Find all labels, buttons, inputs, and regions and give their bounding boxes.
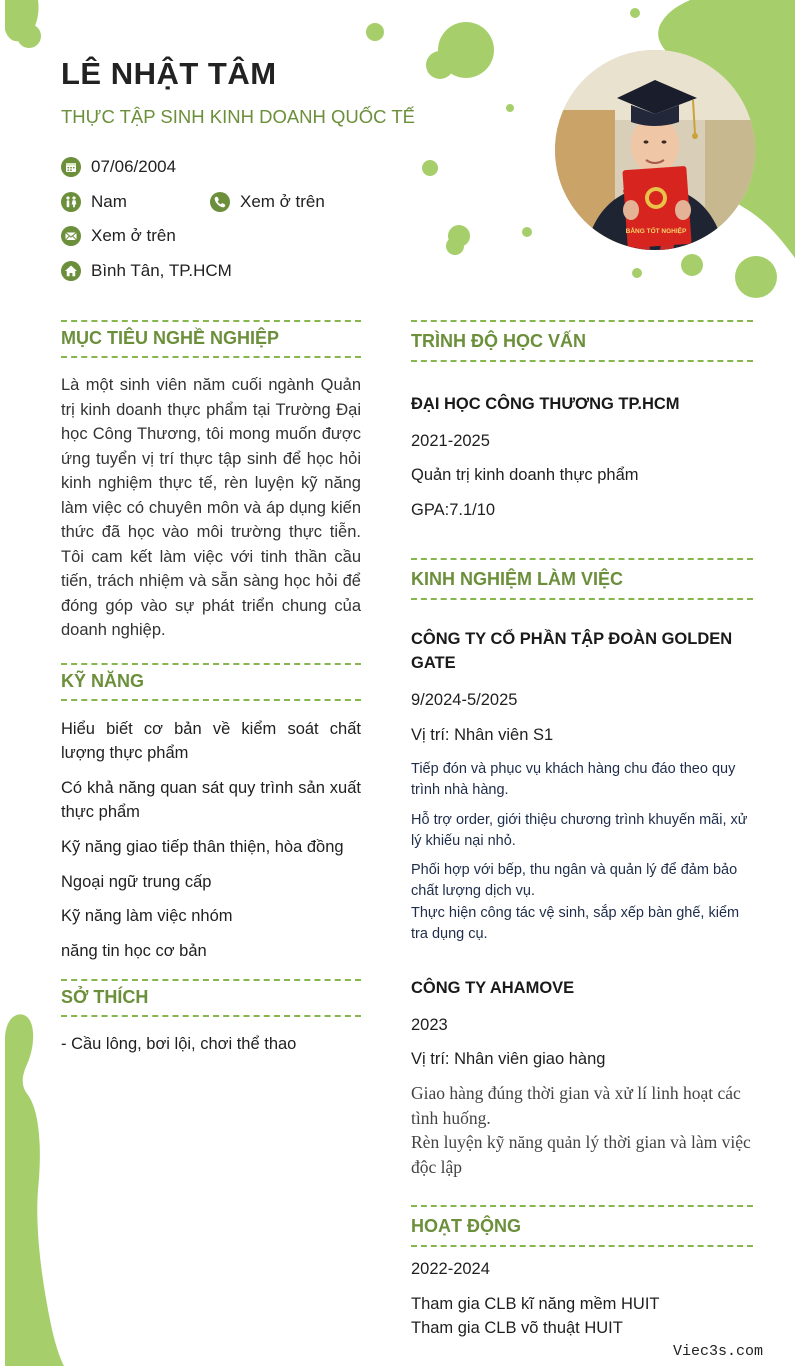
- gender-value: Nam: [91, 192, 127, 211]
- skill-item: năng tin học cơ bản: [61, 942, 207, 960]
- education-school: ĐẠI HỌC CÔNG THƯƠNG TP.HCM: [411, 395, 680, 413]
- email-value: Xem ở trên: [91, 226, 176, 245]
- job-company: CÔNG TY AHAMOVE: [411, 979, 575, 997]
- gender-icon: [61, 192, 81, 212]
- candidate-name: LÊ NHẬT TÂM: [61, 56, 277, 91]
- job-duty: Hỗ trợ order, giới thiệu chương trình khuyến mãi, xử lý khiếu nại nhỏ.: [411, 812, 748, 849]
- phone-row: [210, 192, 325, 212]
- skill-item: Kỹ năng giao tiếp thân thiện, hòa đồng: [61, 838, 344, 856]
- activities-heading: HOẠT ĐỘNG: [411, 1205, 753, 1247]
- gender-row: [61, 192, 127, 212]
- address-row: [61, 261, 232, 281]
- education-years: 2021-2025: [411, 432, 490, 450]
- skill-item: Ngoại ngữ trung cấp: [61, 873, 212, 891]
- phone-value: Xem ở trên: [240, 192, 325, 211]
- email-row: [61, 226, 176, 246]
- skill-item: Kỹ năng làm việc nhóm: [61, 907, 233, 925]
- birthday-row: [61, 157, 176, 177]
- address-value: Bình Tân, TP.HCM: [91, 261, 232, 280]
- skills-heading: KỸ NĂNG: [61, 663, 361, 701]
- activity-item: Tham gia CLB võ thuật HUIT: [411, 1319, 623, 1337]
- phone-icon: [210, 192, 230, 212]
- home-icon: [61, 261, 81, 281]
- diploma-caption: BẰNG TỐT NGHIỆP: [625, 228, 687, 235]
- objective-text: Là một sinh viên năm cuối ngành Quản trị kinh doanh thực phẩm tại Trường Đại học Công Thương, tôi mong muốn được ứng tuyển vị trí thực tập sinh để học hỏi kinh nghiệm thực tế, rèn luyện kỹ năng làm việc có chuyên môn và áp dụng kiến thức đã học vào môi trường thực tiễn. Tôi cam kết làm việc với tinh thần cầu tiến, trách nhiệm và sẵn sàng học hỏi để đóng góp vào sự phát triển chung của doanh nghiệp.: [61, 376, 361, 639]
- job-position: Vị trí: Nhân viên giao hàng: [411, 1050, 606, 1068]
- hobbies-heading: SỞ THÍCH: [61, 979, 361, 1017]
- job-period: 9/2024-5/2025: [411, 691, 518, 709]
- job-position: Vị trí: Nhân viên S1: [411, 726, 554, 744]
- candidate-title: THỰC TẬP SINH KINH DOANH QUỐC TẾ: [61, 106, 415, 127]
- calendar-icon: [61, 157, 81, 177]
- activity-item: Tham gia CLB kĩ năng mềm HUIT: [411, 1295, 660, 1313]
- objective-heading: MỤC TIÊU NGHỀ NGHIỆP: [61, 320, 361, 358]
- job-period: 2023: [411, 1016, 448, 1034]
- experience-heading: KINH NGHIỆM LÀM VIỆC: [411, 558, 753, 600]
- education-heading: TRÌNH ĐỘ HỌC VẤN: [411, 320, 753, 362]
- hobbies-text: - Cầu lông, bơi lội, chơi thể thao: [61, 1035, 297, 1053]
- education-major: Quản trị kinh doanh thực phẩm: [411, 466, 639, 484]
- skill-item: Hiểu biết cơ bản về kiểm soát chất lượng thực phẩm: [61, 720, 361, 762]
- job-duty: Giao hàng đúng thời gian và xử lí linh hoạt các tình huống.: [411, 1083, 741, 1128]
- job-duty: Phối hợp với bếp, thu ngân và quản lý để đảm bảo chất lượng dịch vụ.: [411, 862, 738, 899]
- job-duty: Rèn luyện kỹ năng quản lý thời gian và làm việc độc lập: [411, 1132, 751, 1177]
- skill-item: Có khả năng quan sát quy trình sản xuất thực phẩm: [61, 779, 361, 821]
- job-duty: Thực hiện công tác vệ sinh, sắp xếp bàn ghế, kiểm tra dụng cụ.: [411, 905, 740, 942]
- mail-icon: [61, 226, 81, 246]
- job-company: CÔNG TY CỔ PHẦN TẬP ĐOÀN GOLDEN GATE: [411, 630, 733, 672]
- watermark: Viec3s.com: [672, 1343, 763, 1360]
- birthday-value: 07/06/2004: [91, 157, 177, 176]
- profile-photo: [555, 50, 755, 250]
- activities-period: 2022-2024: [411, 1260, 490, 1278]
- education-gpa: GPA:7.1/10: [411, 501, 496, 519]
- job-duty: Tiếp đón và phục vụ khách hàng chu đáo theo quy trình nhà hàng.: [411, 761, 736, 798]
